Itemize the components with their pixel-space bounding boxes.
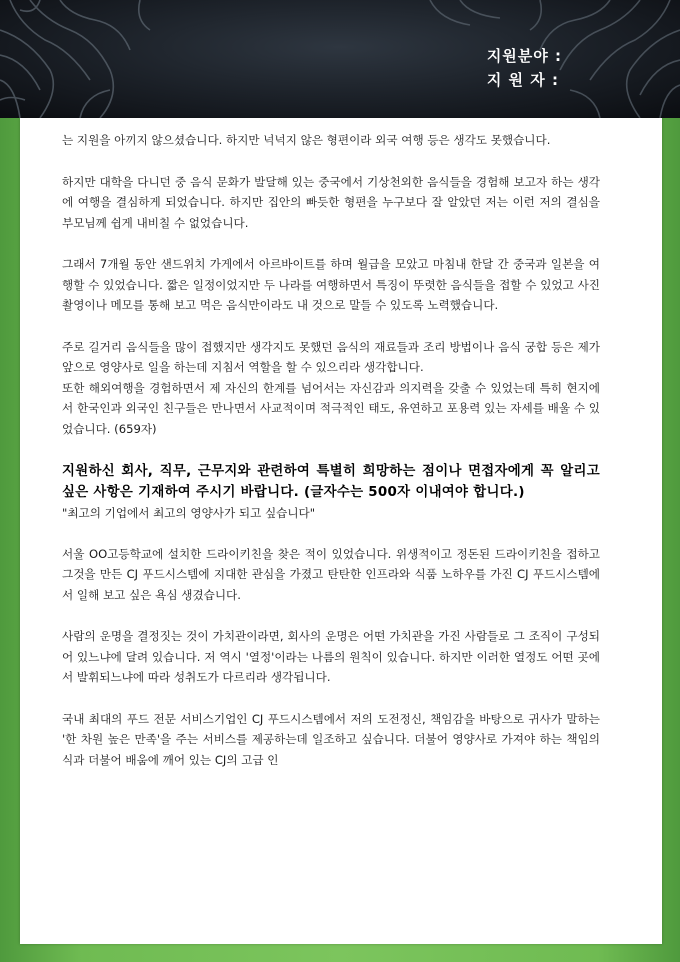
essay-question: 지원하신 회사, 직무, 근무지와 관련하여 특별히 희망하는 점이나 면접자에게 꼭 알리고 싶은 사항은 기재하여 주시기 바랍니다. (글자수는 500자 이내여야 합니다.) — [62, 464, 600, 500]
body-paragraph: 는 지원을 아끼지 않으셨습니다. 하지만 넉넉지 않은 형편이라 외국 여행 등은 생각도 못했습니다. — [62, 133, 551, 147]
body-paragraph: 국내 최대의 푸드 전문 서비스기업인 CJ 푸드시스템에서 저의 도전정신, 책임감을 바탕으로 귀사가 말하는 '한 차원 높은 만족'을 주는 서비스를 제공하는데 일조하고 싶습니다. 더불어 영양사로 가져야 하는 책임의식과 더불어 배움에 깨어 있는 CJ의 고급 인 — [62, 711, 600, 767]
answer-headline: "최고의 기업에서 최고의 영양사가 되고 싶습니다" — [62, 506, 316, 520]
header-banner — [0, 0, 680, 118]
body-paragraph: 주로 길거리 음식들을 많이 접했지만 생각지도 못했던 음식의 재료들과 조리 방법이나 음식 궁합 등은 제가 앞으로 영양사로 일을 하는데 지침서 역할을 할 수 있으리라 생각합니다. — [62, 339, 600, 374]
header-labels — [487, 44, 562, 92]
body-paragraph: 그래서 7개월 동안 샌드위치 가게에서 아르바이트를 하며 월급을 모았고 마침내 한달 간 중국과 일본을 여행할 수 있었습니다. 짧은 일정이었지만 두 나라를 여행하면서 특징이 뚜렷한 음식들을 접할 수 있었고 사진촬영이나 메모를 통해 보고 먹은 음식만이라도 내 것으로 말들 수 있도록 노력했습니다. — [62, 257, 600, 312]
root-pattern-decoration — [0, 0, 680, 118]
body-paragraph: 사람의 운명을 결정짓는 것이 가치관이라면, 회사의 운명은 어떤 가치관을 가진 사람들로 그 조직이 구성되어 있느냐에 달려 있습니다. 저 역시 '열정'이라는 나름의 원칙이 있습니다. 하지만 이러한 열정도 어떤 곳에서 발휘되느냐에 따라 성취도가 다르리라 생각됩니다. — [62, 629, 600, 684]
body-paragraph: 하지만 대학을 다니던 중 음식 문화가 발달해 있는 중국에서 기상천외한 음식들을 경험해 보고자 하는 생각에 여행을 결심하게 되었습니다. 하지만 집안의 빠듯한 형편을 누구보다 잘 알았던 저는 이런 저의 결심을 부모님께 쉽게 내비칠 수 없었습니다. — [62, 174, 600, 230]
field-label: 지원분야 : — [486, 47, 562, 65]
body-paragraph: 또한 해외여행을 경험하면서 제 자신의 한계를 넘어서는 자신감과 의지력을 갖출 수 있었는데 특히 현지에서 한국인과 외국인 친구들은 만나면서 사교적이며 적극적인 태도, 유연하고 포용력 있는 자세를 배울 수 있었습니다. (659자) — [62, 380, 600, 436]
applicant-label: 지 원 자 : — [486, 71, 559, 89]
body-paragraph: 서울 OO고등학교에 설치한 드라이키친을 찾은 적이 있었습니다. 위생적이고 정돈된 드라이키친을 접하고 그것을 만든 CJ 푸드시스템에 지대한 관심을 가졌고 탄탄한 인프라와 식품 노하우를 가진 CJ 푸드시스템에서 일해 보고 싶은 욕심 생겼습니다. — [62, 546, 600, 602]
document-body — [62, 130, 600, 791]
